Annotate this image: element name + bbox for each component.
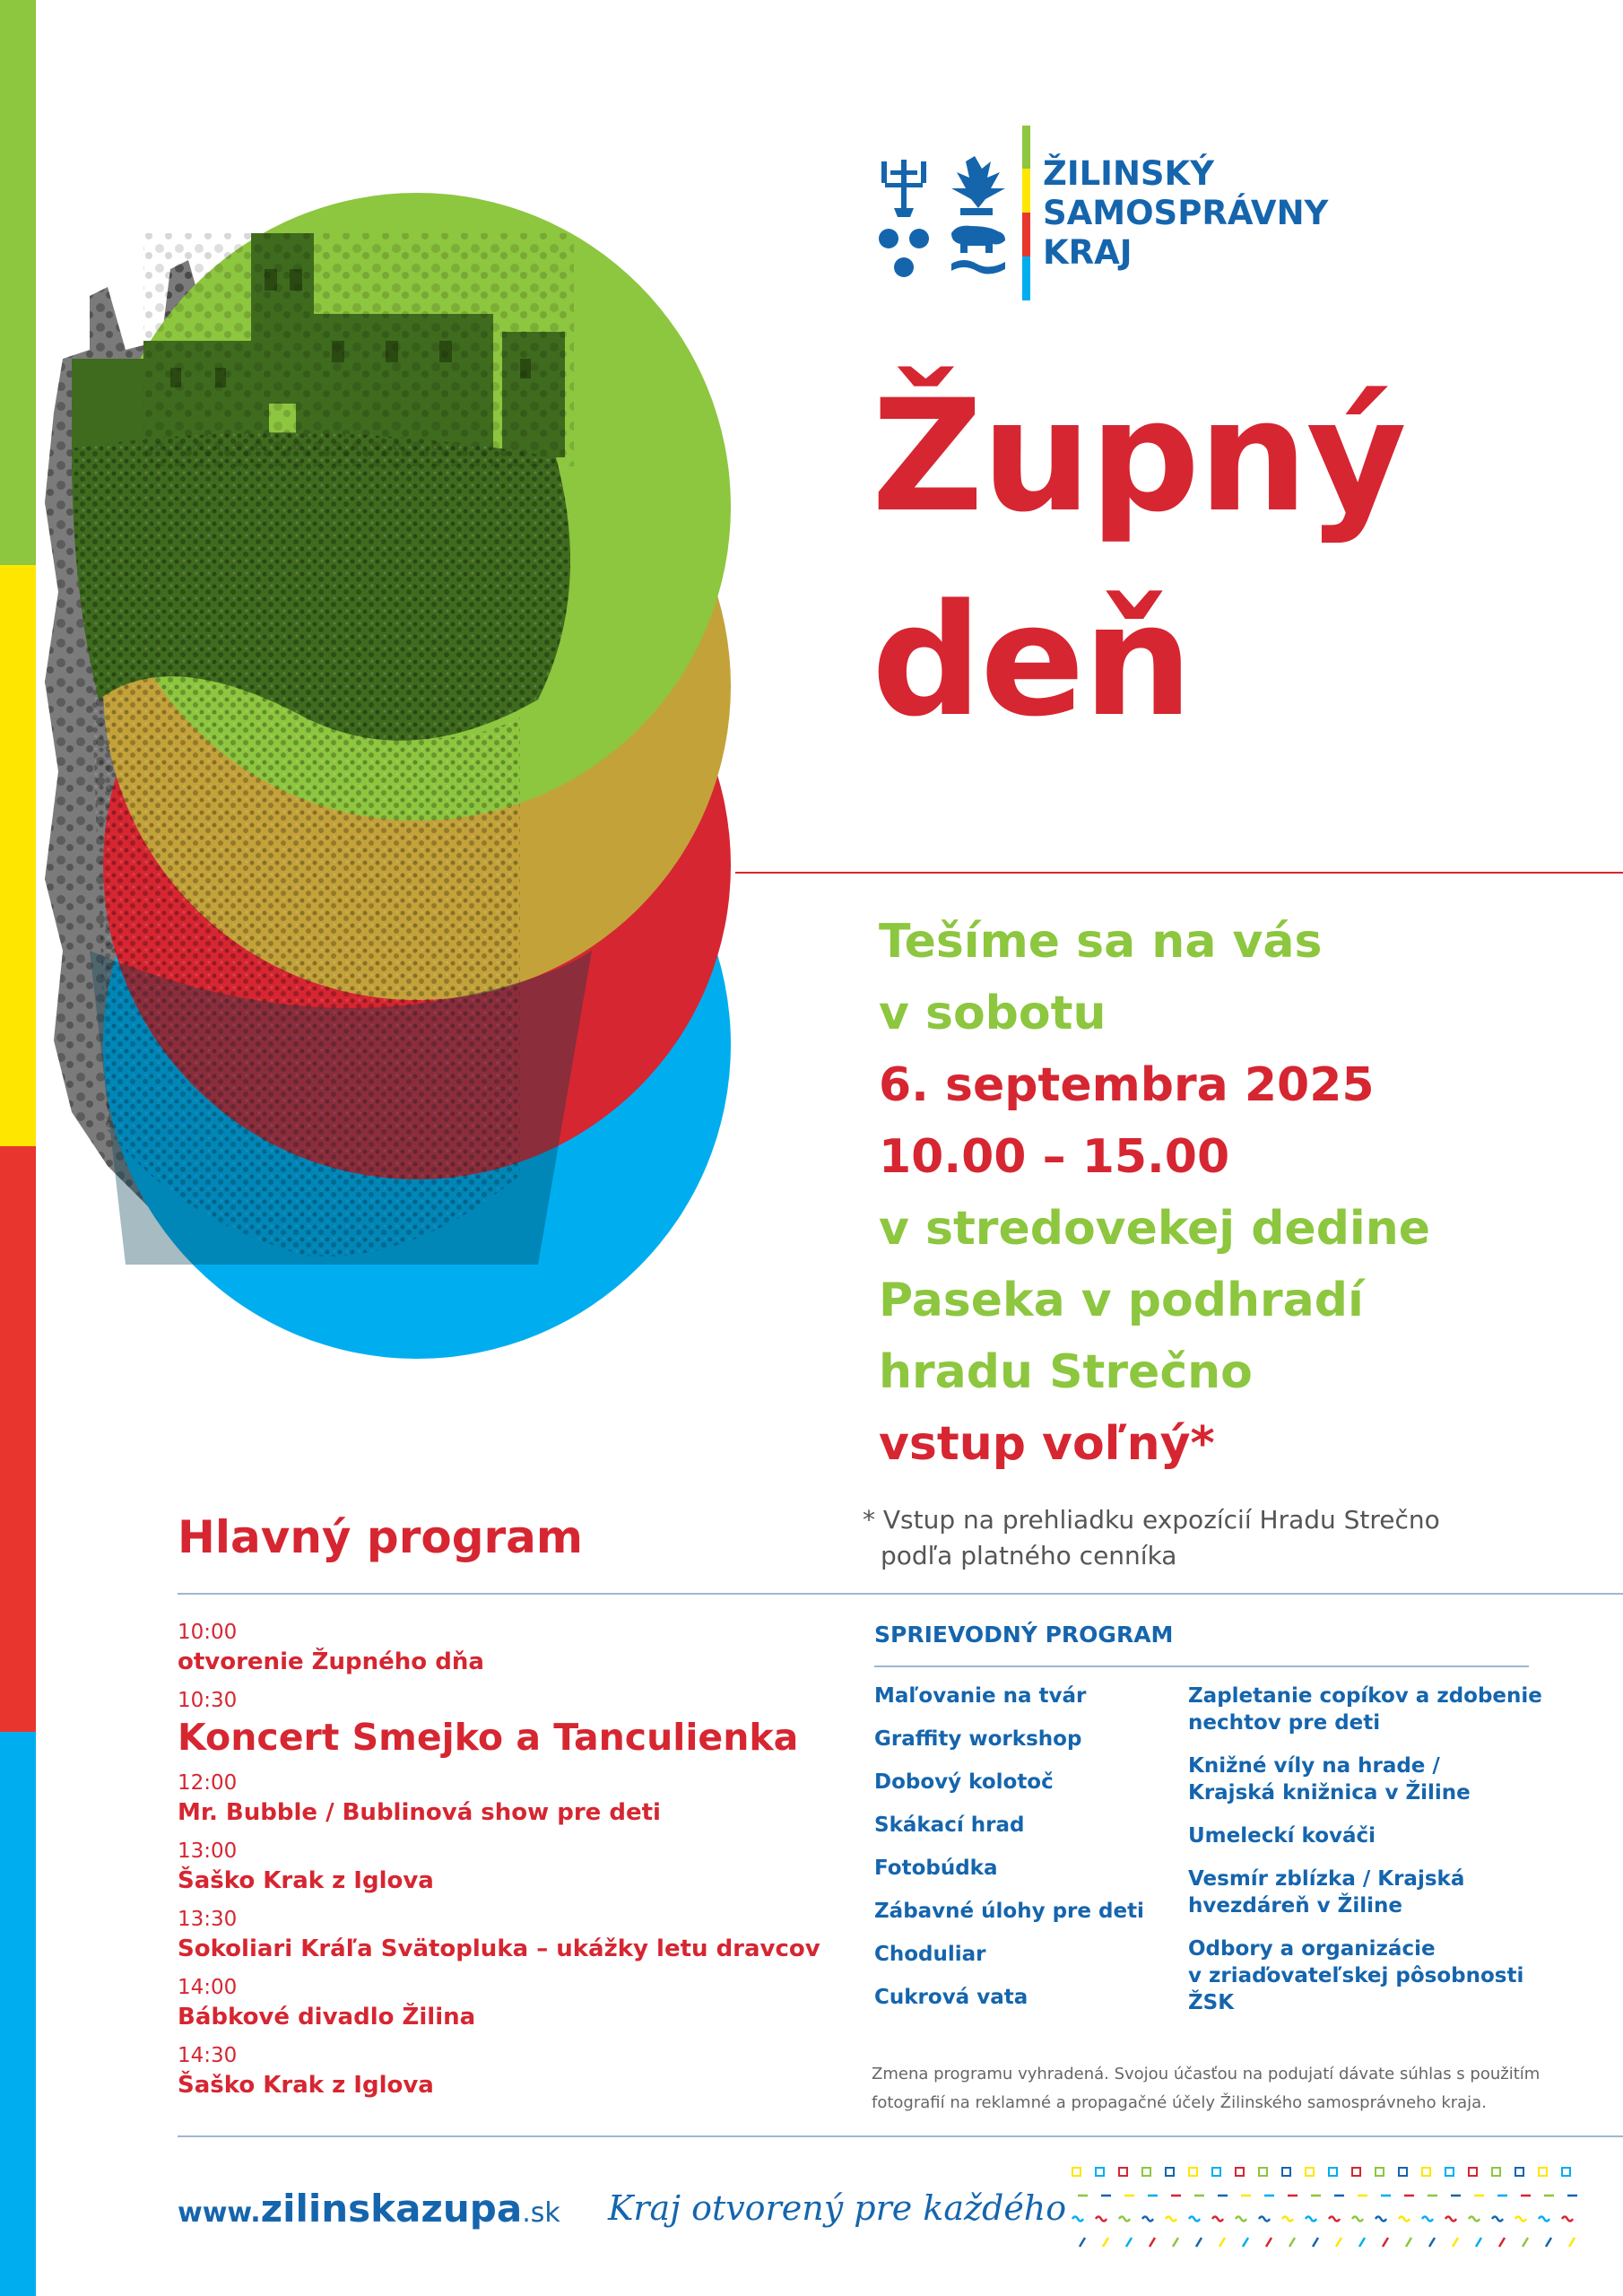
program-item [178, 1619, 859, 1678]
pattern-glyph [1072, 2217, 1083, 2222]
stripe-green [0, 0, 36, 565]
coat-of-arms-icon [874, 152, 1009, 283]
web-prefix: www. [178, 2197, 261, 2229]
disclaimer-line-1: Zmena programu vyhradená. Svojou účasťou na podujatí dávate súhlas s použitím [872, 2065, 1541, 2083]
program-time: 14:30 [178, 2044, 238, 2067]
pattern-glyph [1515, 2217, 1526, 2222]
side-item: Dobový kolotoč [874, 1770, 1054, 1794]
pattern-glyph [1469, 2168, 1477, 2176]
pattern-glyph [1539, 2168, 1547, 2176]
invite-line-2: v sobotu [879, 987, 1107, 1040]
pattern-glyph [1376, 2217, 1386, 2222]
program-name: otvorenie Župného dňa [178, 1648, 484, 1675]
pattern-glyph [1352, 2217, 1363, 2222]
web-main: zilinskazupa [260, 2187, 523, 2231]
footnote-line-1: * Vstup na prehliadku expozícií Hradu Strečno [863, 1505, 1440, 1535]
pattern-glyph [1329, 2168, 1337, 2176]
event-time: 10.00 – 15.00 [879, 1130, 1230, 1184]
side-item-line: Umeleckí kováči [1188, 1824, 1376, 1848]
pattern-glyph [1422, 2217, 1433, 2222]
side-item-line: Vesmír zblízka / Krajská [1188, 1867, 1465, 1891]
pattern-glyph [1469, 2217, 1480, 2222]
side-item: Fotobúdka [874, 1857, 998, 1880]
pattern-glyph [1336, 2238, 1341, 2247]
pattern-glyph [1080, 2238, 1085, 2247]
pattern-glyph [1445, 2168, 1454, 2176]
program-time: 13:00 [178, 1839, 238, 1863]
pattern-glyph [1166, 2168, 1174, 2176]
pattern-glyph [1306, 2168, 1314, 2176]
pattern-glyph [1166, 2217, 1176, 2222]
disclaimer [872, 2060, 1607, 2118]
invite-line-5: v stredovekej dedine [879, 1202, 1431, 1256]
side-item [1188, 1866, 1547, 1919]
pattern-glyph [1352, 2168, 1360, 2176]
pattern-glyph [1189, 2217, 1200, 2222]
invitation-block [879, 906, 1430, 1480]
invite-line-7: hradu Strečno [879, 1345, 1253, 1399]
program-time: 10:30 [178, 1689, 238, 1712]
program-item [178, 1770, 859, 1829]
pattern-glyph [1282, 2168, 1290, 2176]
pattern-glyph [1399, 2217, 1410, 2222]
pattern-glyph [1189, 2168, 1197, 2176]
program-time: 10:00 [178, 1621, 238, 1644]
pattern-glyph [1359, 2238, 1365, 2247]
pattern-glyph [1515, 2168, 1523, 2176]
program-name: Sokoliari Kráľa Svätopluka – ukážky letu dravcov [178, 1935, 820, 1962]
pattern-glyph [1142, 2168, 1150, 2176]
side-item [1188, 1683, 1547, 1736]
pattern-glyph [1399, 2168, 1407, 2176]
pattern-glyph [1212, 2168, 1220, 2176]
pattern-glyph [1266, 2238, 1271, 2247]
pattern-glyph [1313, 2238, 1318, 2247]
pattern-glyph [1499, 2238, 1505, 2247]
side-program-col-2 [1188, 1683, 1547, 2032]
side-item-line: Knižné víly na hrade / [1188, 1754, 1440, 1778]
pattern-glyph [1523, 2238, 1528, 2247]
pattern-glyph [1150, 2238, 1155, 2247]
logo-line-3: KRAJ [1043, 233, 1133, 272]
pattern-glyph [1289, 2238, 1295, 2247]
pattern-glyph [1173, 2238, 1178, 2247]
pattern-glyph [1119, 2168, 1127, 2176]
side-item-line: v zriaďovateľskej pôsobnosti [1188, 1964, 1524, 1987]
page-title [872, 354, 1405, 763]
side-item [1188, 1752, 1547, 1806]
title-line-2: deň [872, 570, 1192, 751]
pattern-glyph [1236, 2217, 1246, 2222]
entry-text: vstup voľný [879, 1417, 1191, 1471]
program-item [178, 1687, 859, 1761]
pattern-glyph [1476, 2238, 1481, 2247]
main-program-heading: Hlavný program [178, 1511, 584, 1563]
pattern-glyph [1546, 2238, 1551, 2247]
pattern-glyph [1103, 2238, 1108, 2247]
side-item-line: Zapletanie copíkov a zdobenie [1188, 1684, 1542, 1708]
program-time: 12:00 [178, 1771, 238, 1795]
side-item-line: hvezdáreň v Žiline [1188, 1894, 1402, 1918]
zsk-logo [874, 126, 1329, 305]
web-suffix: .sk [522, 2197, 560, 2229]
program-name: Koncert Smejko a Tanculienka [178, 1716, 799, 1759]
divider-top [178, 1593, 1623, 1595]
pattern-glyph [1406, 2238, 1411, 2247]
pattern-glyph [1196, 2238, 1202, 2247]
main-program-list [178, 1619, 859, 2110]
program-name: Šaško Krak z Iglova [178, 2072, 434, 2099]
pattern-glyph [1219, 2238, 1225, 2247]
logo-line-2: SAMOSPRÁVNY [1043, 194, 1329, 232]
castle-illustration [36, 144, 843, 1399]
pattern-glyph [1259, 2217, 1270, 2222]
pattern-glyph [1126, 2238, 1132, 2247]
pattern-glyph [1243, 2238, 1248, 2247]
pattern-glyph [1539, 2217, 1549, 2222]
pattern-glyph [1212, 2217, 1223, 2222]
pattern-glyph [1096, 2217, 1107, 2222]
program-item [178, 1906, 859, 1965]
pattern-glyph [1422, 2168, 1430, 2176]
logo-line-1: ŽILINSKÝ [1043, 154, 1215, 193]
divider-red [735, 872, 1623, 874]
entry-note [879, 1408, 1430, 1480]
entry-asterisk: * [1190, 1417, 1215, 1471]
pattern-glyph [1306, 2217, 1316, 2222]
disclaimer-line-2: fotografií na reklamné a propagačné účely Žilinského samosprávneho kraja. [872, 2093, 1487, 2112]
pattern-glyph [1492, 2217, 1503, 2222]
stripe-red [0, 1146, 36, 1732]
side-program-divider [874, 1665, 1529, 1667]
invite-line-6: Paseka v podhradí [879, 1274, 1364, 1327]
side-program-col-1 [874, 1683, 1179, 2027]
pattern-glyph [1259, 2168, 1267, 2176]
stripe-blue [0, 1732, 36, 2296]
event-date: 6. septembra 2025 [879, 1058, 1375, 1112]
side-item: Skákací hrad [874, 1813, 1025, 1837]
pattern-glyph [1329, 2217, 1340, 2222]
side-item-line: Odbory a organizácie [1188, 1937, 1436, 1961]
title-line-1: Župný [872, 366, 1405, 546]
program-name: Šaško Krak z Iglova [178, 1867, 434, 1894]
pattern-glyph [1072, 2168, 1081, 2176]
divider-bottom [178, 2135, 1623, 2137]
pattern-glyph [1236, 2168, 1244, 2176]
pattern-glyph [1383, 2238, 1388, 2247]
footnote-line-2: podľa platného cenníka [881, 1541, 1177, 1570]
pattern-glyph [1569, 2238, 1575, 2247]
pattern-glyph [1562, 2217, 1573, 2222]
side-item: Choduliar [874, 1943, 986, 1966]
side-item-line: nechtov pre deti [1188, 1711, 1381, 1735]
side-item: Graffity workshop [874, 1727, 1082, 1751]
pattern-glyph [1445, 2217, 1456, 2222]
website-link[interactable] [178, 2187, 560, 2231]
logo-text [1043, 154, 1328, 273]
slogan: Kraj otvorený pre každého [608, 2188, 1067, 2228]
program-item [178, 1974, 859, 2033]
decorative-pattern [1065, 2161, 1585, 2260]
program-name: Bábkové divadlo Žilina [178, 2004, 476, 2031]
side-item-line: ŽSK [1188, 1991, 1235, 2014]
entry-footnote [863, 1502, 1440, 1574]
pattern-glyph [1492, 2168, 1500, 2176]
stripe-yellow [0, 565, 36, 1146]
program-item [178, 1838, 859, 1897]
invite-line-1: Tešíme sa na vás [879, 915, 1323, 969]
program-time: 13:30 [178, 1908, 238, 1931]
pattern-glyph [1096, 2168, 1104, 2176]
pattern-glyph [1282, 2217, 1293, 2222]
pattern-glyph [1119, 2217, 1130, 2222]
side-item [1188, 1822, 1547, 1849]
program-item [178, 2042, 859, 2101]
side-item [1188, 1935, 1547, 2016]
pattern-glyph [1562, 2168, 1570, 2176]
pattern-glyph [1376, 2168, 1384, 2176]
program-time: 14:00 [178, 1976, 238, 1999]
side-item: Cukrová vata [874, 1986, 1028, 2009]
side-program-heading: SPRIEVODNÝ PROGRAM [874, 1622, 1174, 1648]
logo-color-bar [1022, 126, 1030, 300]
program-name: Mr. Bubble / Bublinová show pre deti [178, 1799, 661, 1826]
pattern-glyph [1142, 2217, 1153, 2222]
pattern-glyph [1429, 2238, 1435, 2247]
side-item-line: Krajská knižnica v Žiline [1188, 1781, 1471, 1805]
side-item: Maľovanie na tvár [874, 1684, 1087, 1708]
pattern-glyph [1453, 2238, 1458, 2247]
side-item: Zábavné úlohy pre deti [874, 1900, 1144, 1923]
